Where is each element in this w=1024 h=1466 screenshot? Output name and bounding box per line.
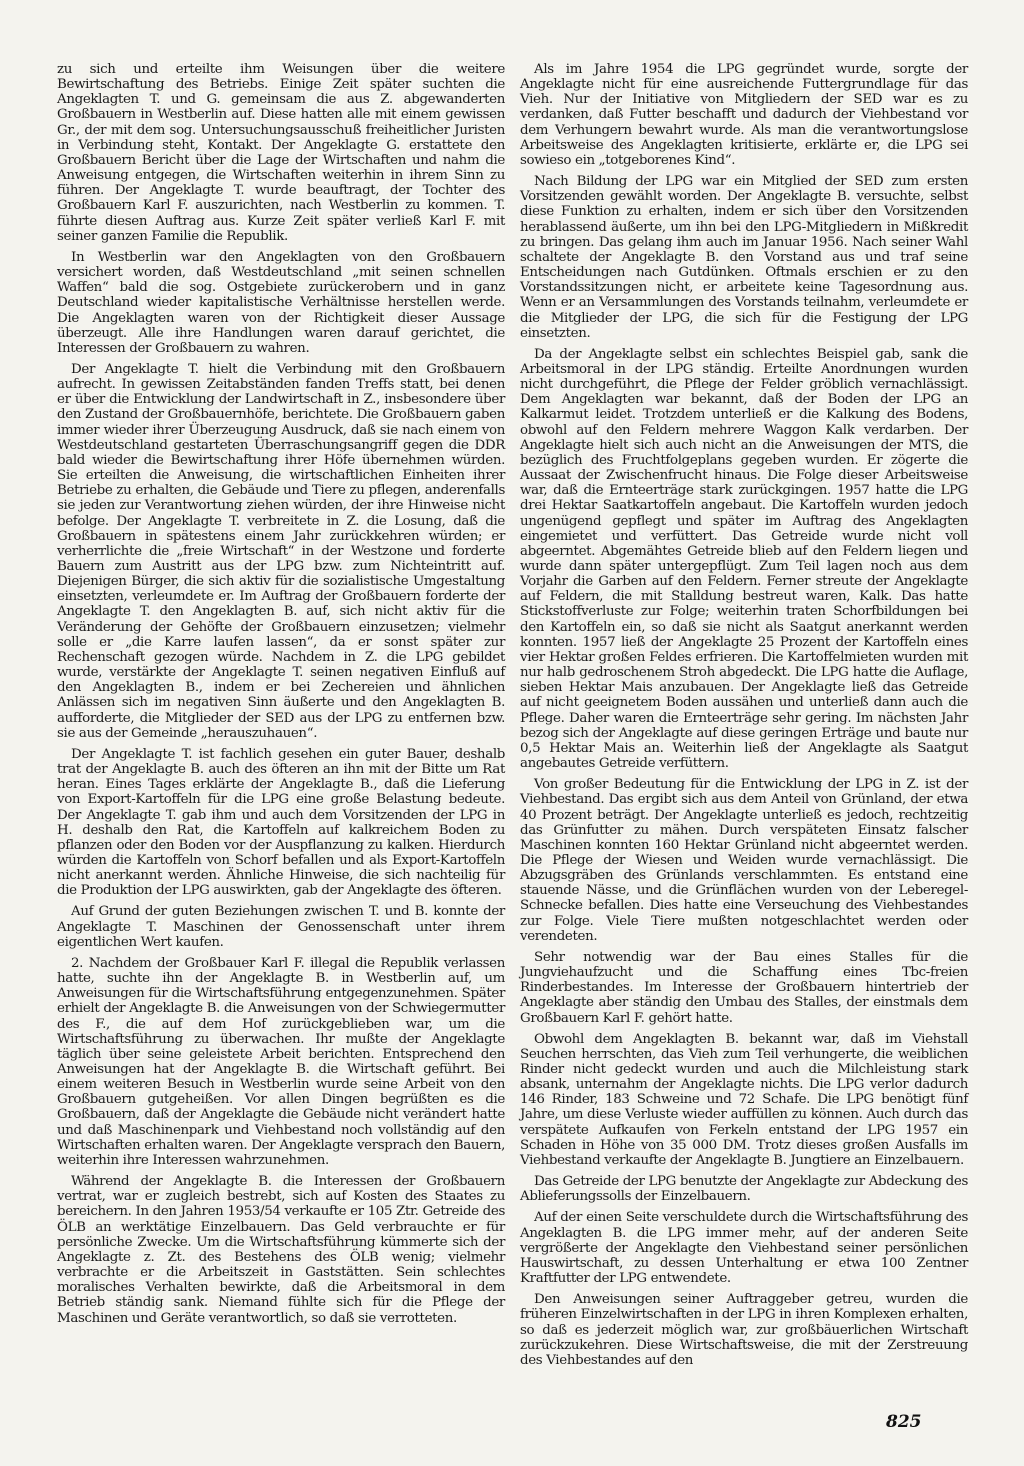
paragraph: In Westberlin war den Angeklagten von den Großbauern versichert worden, daß Westdeutschland „mit seinen schnellen Waffen“ bald die sog. Ostgebiete zurückerobern und in ganz Deutschland wieder kapitalistische Verhältnisse herstellen werde. Die Angeklagten waren von der Richtigkeit dieser Aussage überzeugt. Alle ihre Handlungen waren darauf gerichtet, die Interessen der Großbauern zu wahren. <box>57 249 505 356</box>
paragraph: Da der Angeklagte selbst ein schlechtes Beispiel gab, sank die Arbeitsmoral in der LPG ständig. Erteilte Anordnungen wurden nicht durchgeführt, die Pflege der Felder gröblich vernachlässigt. Dem Angeklagten war bekannt, daß der Boden der LPG an Kalkarmut leidet. Trotzdem unterließ er die Kalkung des Bodens, obwohl auf den Feldern mehrere Waggon Kalk verdarben. Der Angeklagte hielt sich auch nicht an die Anweisungen der MTS, die bezüglich des Fruchtfolgeplans gegeben wurden. Er zögerte die Aussaat der Zwischenfrucht hinaus. Die Folge dieser Arbeitsweise war, daß die Ernteerträge stark zurückgingen. 1957 hatte die LPG drei Hektar Saatkartoffeln angebaut. Die Kartoffeln wurden jedoch ungenügend gepflegt und später im Auftrag des Angeklagten eingemietet und verfüttert. Das Getreide wurde nicht voll abgeerntet. Abgemähtes Getreide blieb auf den Feldern liegen und wurde dann später untergepflügt. Zum Teil lagen noch aus dem Vorjahr die Garben auf den Feldern. Ferner streute der Angeklagte auf Feldern, die mit Stalldung bestreut waren, Kalk. Das hatte Stickstoffverluste zur Folge; weiterhin traten Schorfbildungen bei den Kartoffeln ein, so daß sie nicht als Saatgut anerkannt werden konnten. 1957 ließ der Angeklagte 25 Prozent der Kartoffeln eines vier Hektar großen Feldes erfrieren. Die Kartoffelmieten wurden mit nur halb gedroschenem Stroh abgedeckt. Die LPG hatte die Auflage, sieben Hektar Mais anzubauen. Der Angeklagte ließ das Getreide auf nicht geeignetem Boden aussähen und unterließ dann auch die Pflege. Daher waren die Ernteerträge sehr gering. Im nächsten Jahr bezog sich der Angeklagte auf diese geringen Erträge und baute nur 0,5 Hektar Mais an. Weiterhin ließ der Angeklagte als Saatgut angebautes Getreide verfüttern. <box>520 346 968 772</box>
paragraph: Der Angeklagte T. hielt die Verbindung mit den Großbauern aufrecht. In gewissen Zeitabständen fanden Treffs statt, bei denen er über die Entwicklung der Landwirtschaft in Z., insbesondere über den Zustand der Großbauernhöfe, berichtete. Die Großbauern gaben immer wieder ihrer Überzeugung Ausdruck, daß sie nach einem von Westdeutschland gestarteten Überraschungsangriff gegen die DDR bald wieder die Bewirtschaftung ihrer Höfe übernehmen würden. Sie erteilten die Anweisung, die wirtschaftlichen Einheiten ihrer Betriebe zu erhalten, die Gebäude und Tiere zu pflegen, anderenfalls sie jeden zur Verantwortung ziehen würden, der ihre Hinweise nicht befolge. Der Angeklagte T. verbreitete in Z. die Losung, daß die Großbauern in spätestens einem Jahr zurückkehren würden; er verherrlichte die „freie Wirtschaft“ in der Westzone und forderte Bauern zum Austritt aus der LPG bzw. zum Nichteintritt auf. Diejenigen Bürger, die sich aktiv für die sozialistische Umgestaltung einsetzten, verleumdete er. Im Auftrag der Großbauern forderte der Angeklagte T. den Angeklagten B. auf, sich nicht aktiv für die Veränderung der Gehöfte der Großbauern einzusetzen; vielmehr solle er „die Karre laufen lassen“, da er sonst später zur Rechenschaft gezogen würde. Nachdem in Z. die LPG gebildet wurde, verstärkte der Angeklagte T. seinen negativen Einfluß auf den Angeklagten B., indem er bei Zechereien und ähnlichen Anlässen sich im negativen Sinn äußerte und den Angeklagten B. aufforderte, die Mitglieder der SED aus der LPG zu entfernen bzw. sie aus der Gemeinde „herauszuhauen“. <box>57 361 505 741</box>
paragraph: 2. Nachdem der Großbauer Karl F. illegal die Republik verlassen hatte, suchte ihn der Angeklagte B. in Westberlin auf, um Anweisungen für die Wirtschaftsführung entgegenzunehmen. Später erhielt der Angeklagte B. die Anweisungen von der Schwiegermutter des F., die auf dem Hof zurückgeblieben war, um die Wirtschaftsführung zu überwachen. Ihr mußte der Angeklagte täglich über seine geleistete Arbeit berichten. Entsprechend den Anweisungen hat der Angeklagte B. die Wirtschaft geführt. Bei einem weiteren Besuch in Westberlin wurde seine Arbeit von den Großbauern gutgeheißen. Vor allen Dingen begrüßten es die Großbauern, daß der Angeklagte die Gebäude nicht verändert hatte und daß Maschinenpark und Viehbestand noch vollständig auf den Wirtschaften erhalten waren. Der Angeklagte versprach den Bauern, weiterhin ihre Interessen wahrzunehmen. <box>57 955 505 1168</box>
paragraph: Sehr notwendig war der Bau eines Stalles für die Jungviehaufzucht und die Schaffung eines Tbc-freien Rinderbestandes. Im Interesse der Großbauern hintertrieb der Angeklagte aber ständig den Umbau des Stalles, der einstmals dem Großbauern Karl F. gehört hatte. <box>520 949 968 1026</box>
paragraph: Der Angeklagte T. ist fachlich gesehen ein guter Bauer, deshalb trat der Angeklagte B. auch des öfteren an ihn mit der Bitte um Rat heran. Eines Tages erklärte der Angeklagte B., daß die Lieferung von Export-Kartoffeln für die LPG eine große Belastung bedeute. Der Angeklagte T. gab ihm und auch dem Vorsitzenden der LPG in H. deshalb den Rat, die Kartoffeln auf kalkreichem Boden zu pflanzen oder den Boden vor der Auspflanzung zu kalken. Hierdurch würden die Kartoffeln von Schorf befallen und als Export-Kartoffeln nicht anerkannt werden. Ähnliche Hinweise, die sich nachteilig für die Produktion der LPG auswirkten, gab der Angeklagte des öfteren. <box>57 746 505 899</box>
paragraph: zu sich und erteilte ihm Weisungen über die weitere Bewirtschaftung des Betriebs. Einige Zeit später suchten die Angeklagten T. und G. gemeinsam die aus Z. abgewanderten Großbauern in Westberlin auf. Diese hatten alle mit einem gewissen Gr., der mit dem sog. Untersuchungsausschuß freiheitlicher Juristen in Verbindung steht, Kontakt. Der Angeklagte G. erstattete den Großbauern Bericht über die Lage der Wirtschaften und nahm die Anweisung entgegen, die Wirtschaften weiterhin in ihrem Sinn zu führen. Der Angeklagte T. wurde beauftragt, der Tochter des Großbauern Karl F. auszurichten, nach Westberlin zu kommen. T. führte diesen Auftrag aus. Kurze Zeit später verließ Karl F. mit seiner ganzen Familie die Republik. <box>57 62 505 244</box>
paragraph: Den Anweisungen seiner Auftraggeber getreu, wurden die früheren Einzelwirtschaften in der LPG in ihren Komplexen erhalten, so daß es jederzeit möglich war, zur großbäuerlichen Wirtschaft zurückzukehren. Diese Wirtschaftsweise, die mit der Zerstreuung des Viehbestandes auf den <box>520 1292 968 1368</box>
paragraph: Obwohl dem Angeklagten B. bekannt war, daß im Viehstall Seuchen herrschten, das Vieh zum Teil verhungerte, die weiblichen Rinder nicht gedeckt wurden und auch die Milchleistung stark absank, unternahm der Angeklagte nichts. Die LPG verlor dadurch 146 Rinder, 183 Schweine und 72 Schafe. Die LPG benötigt fünf Jahre, um diese Verluste wieder auffüllen zu können. Auch durch das verspätete Aufkaufen von Ferkeln entstand der LPG 1957 ein Schaden in Höhe von 35 000 DM. Trotz dieses großen Ausfalls im Viehbestand verkaufte der Angeklagte B. Jungtiere an Einzelbauern. <box>520 1031 968 1168</box>
paragraph: Das Getreide der LPG benutzte der Angeklagte zur Abdeckung des Ablieferungssolls der Einzelbauern. <box>520 1174 968 1205</box>
paragraph: Auf Grund der guten Beziehungen zwischen T. und B. konnte der Angeklagte T. Maschinen der Genossenschaft unter ihrem eigentlichen Wert kaufen. <box>57 904 505 950</box>
paragraph: Von großer Bedeutung für die Entwicklung der LPG in Z. ist der Viehbestand. Das ergibt sich aus dem Anteil von Grünland, der etwa 40 Prozent beträgt. Der Angeklagte unterließ es jedoch, rechtzeitig das Grünfutter zu mähen. Durch verspäteten Einsatz falscher Maschinen konnten 160 Hektar Grünland nicht abgeerntet werden. Die Pflege der Wiesen und Weiden wurde vernachlässigt. Die Abzugsgräben des Grünlands verschlammten. Es entstand eine stauende Nässe, und die Grünflächen wurden von der Leberegel-Schnecke befallen. Dies hatte eine Verseuchung des Viehbestandes zur Folge. Viele Tiere mußten notgeschlachtet werden oder verendeten. <box>520 777 968 944</box>
left-column <box>57 62 505 1332</box>
paragraph: Während der Angeklagte B. die Interessen der Großbauern vertrat, war er zugleich bestrebt, sich auf Kosten des Staates zu bereichern. In den Jahren 1953/54 verkaufte er 105 Ztr. Getreide des ÖLB an werktätige Einzelbauern. Das Geld verbrauchte er für persönliche Zwecke. Um die Wirtschaftsführung kümmerte sich der Angeklagte z. Zt. des Bestehens des ÖLB wenig; vielmehr verbrachte er die Arbeitszeit in Gaststätten. Sein schlechtes moralisches Verhalten bewirkte, daß die Arbeitsmoral in dem Betrieb ständig sank. Niemand fühlte sich für die Pflege der Maschinen und Geräte verantwortlich, so daß sie verrotteten. <box>57 1174 505 1326</box>
paragraph: Auf der einen Seite verschuldete durch die Wirtschaftsführung des Angeklagten B. die LPG immer mehr, auf der anderen Seite vergrößerte der Angeklagte den Viehbestand seiner persönlichen Hauswirtschaft, zu dessen Unterhaltung er etwa 100 Zentner Kraftfutter der LPG entwendete. <box>520 1210 968 1287</box>
paragraph: Als im Jahre 1954 die LPG gegründet wurde, sorgte der Angeklagte nicht für eine ausreichende Futtergrundlage für das Vieh. Nur der Initiative von Mitgliedern der SED war es zu verdanken, daß Futter beschafft und dadurch der Viehbestand vor dem Verhungern bewahrt wurde. Als man die verantwortungslose Arbeitsweise des Angeklagten kritisierte, erklärte er, die LPG sei sowieso ein „totgeborenes Kind“. <box>520 62 968 168</box>
right-column <box>520 62 968 1374</box>
page-number: 825 <box>886 1412 922 1432</box>
paragraph: Nach Bildung der LPG war ein Mitglied der SED zum ersten Vorsitzenden gewählt worden. Der Angeklagte B. versuchte, selbst diese Funktion zu erhalten, indem er sich über den Vorsitzenden herablassend äußerte, um ihn bei den LPG-Mitgliedern in Mißkredit zu bringen. Das gelang ihm auch im Januar 1956. Nach seiner Wahl schaltete der Angeklagte B. den Vorstand aus und traf seine Entscheidungen nach Gutdünken. Oftmals erschien er zu den Vorstandssitzungen nicht, er arbeitete keine Tagesordnung aus. Wenn er an Versammlungen des Vorstands teilnahm, verleumdete er die Mitglieder der LPG, die sich für die Festigung der LPG einsetzten. <box>520 174 968 341</box>
